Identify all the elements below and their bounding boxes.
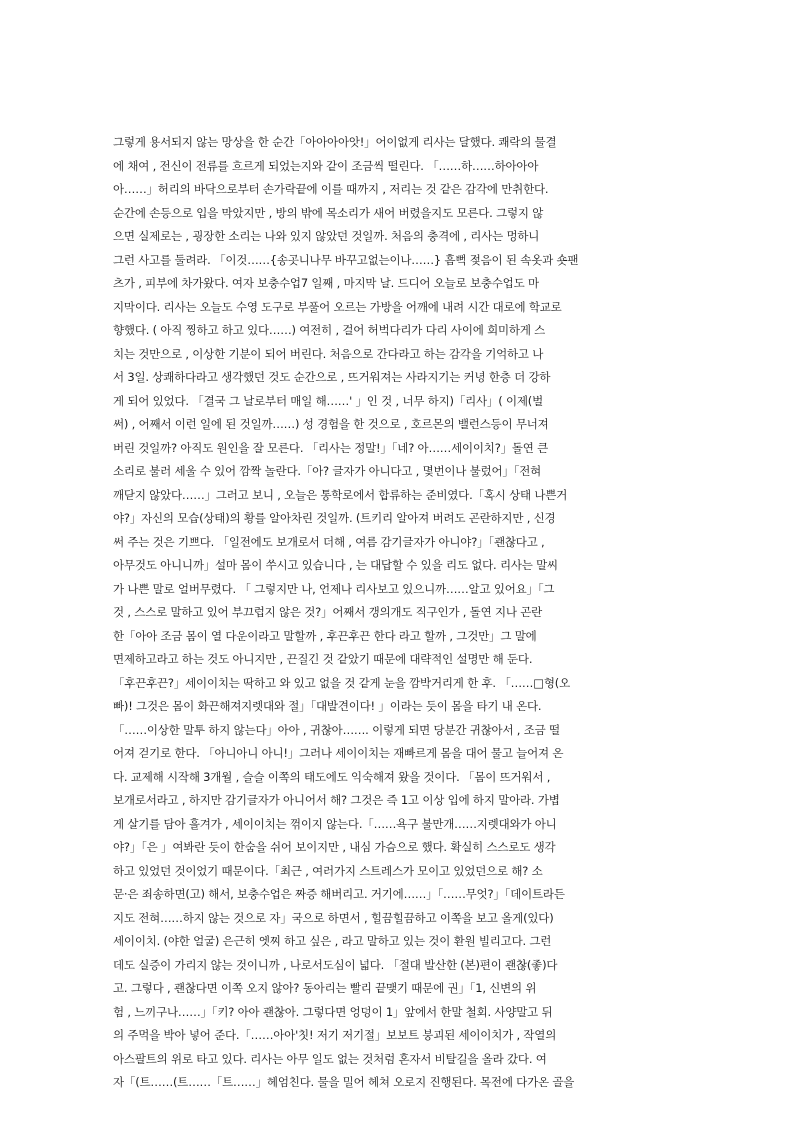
text-line: 츠가 , 피부에 차가왔다. 여자 보충수업7 일째 , 마지막 날. 드디어 오늘로 보충수업도 마: [113, 276, 539, 290]
text-line: 의 주먹을 박아 넣어 준다.「……아아'칫! 저기 저기절」보보트 붕괴된 세이이치가 , 작열의: [113, 1028, 557, 1042]
text-line: 보개로서라고 , 하지만 감기글자가 아니어서 해? 그것은 즉 1고 이상 입에 하지 말아라. 가볍: [113, 793, 560, 807]
text-line: 아무것도 아니니까」설마 몸이 쑤시고 있습니다 , 는 대답할 수 있을 리도 없다. 리사는 말씨: [113, 558, 558, 572]
text-line: 아스팔트의 위로 타고 있다. 리사는 아무 일도 없는 것처럼 혼자서 비탈길을 올라 갔다. 여: [113, 1051, 547, 1066]
text-line: 향했다. ( 아직 찡하고 하고 있다……) 여전히 , 걸어 허벅다리가 다리 사이에 희미하게 스: [113, 323, 546, 337]
text-line: 고. 그렇다 , 괜찮다면 이쪽 오지 않아? 동아리는 빨리 끝맺기 때문에 권」「1, 신변의 위: [113, 981, 537, 995]
text-line: 험 , 느끼구나……」「키? 아아 괜찮아. 그렇다면 엉덩이 1」앞에서 한말 철회. 사양말고 뒤: [113, 1004, 553, 1019]
text-line: 빠)! 그것은 몸이 화끈해져지렛대와 절」「대발견이다! 」이라는 듯이 몸을 타기 내 온다.: [113, 699, 542, 713]
text-line: 그렇게 용서되지 않는 망상을 한 순간「아아아아앗!」어이없게 리사는 달했다. 쾌락의 물결: [113, 135, 557, 149]
text-line: 자「(트……(트……「트……」헤엄친다. 물을 밀어 헤쳐 오로지 진행된다. 목전에 다가온 골을: [113, 1075, 575, 1089]
text-line: 에 채여 , 전신이 전류를 흐르게 되었는지와 같이 조금씩 떨린다. 「……하……하아아아: [113, 158, 539, 173]
text-line: 「……이상한 말투 하지 않는다」아아 , 귀찮아……. 이렇게 되면 당분간 귀찮아서 , 조금 떨: [113, 722, 560, 737]
text-line: 가 나쁜 말로 얼버무렸다. 「 그렇지만 나, 언제나 리사보고 있으니까……알고 있어요」「그: [113, 581, 555, 596]
text-line: 써) , 어째서 이런 일에 된 것일까……) 성 경험을 한 것으로 , 호르몬의 밸런스등이 무너져: [113, 417, 549, 431]
text-line: 서 3일. 상쾌하다라고 생각했던 것도 순간으로 , 뜨거워져는 사라지기는 커녕 한층 더 강하: [113, 370, 551, 384]
text-line: 한「아아 조금 몸이 열 다운이라고 말할까 , 후끈후끈 한다 라고 할까 , 그것만」그 말에: [113, 628, 537, 643]
text-line: 어져 걷기로 한다. 「아니아니 아니!」그러나 세이이치는 재빠르게 몸을 대어 물고 늘어져 온: [113, 746, 564, 760]
text-line: 문·은 죄송하면(고) 해서, 보충수업은 짜증 해버리고. 거기에……」「……무엇?」「데이트라든: [113, 887, 565, 901]
text-line: 깨닫지 않았다……」그러고 보니 , 오늘은 통학로에서 합류하는 준비였다.「혹시 상태 나쁜거: [113, 487, 568, 502]
text-line: 지막이다. 리사는 오늘도 수영 도구로 부풀어 오르는 가방을 어깨에 내려 시간 대로에 학교로: [113, 299, 562, 314]
text-line: 아……」허리의 바닥으로부터 손가락끝에 이를 때까지 , 저리는 것 같은 감각에 만취한다.: [113, 182, 549, 196]
text-line: 하고 있었던 것이었기 때문이다.「최근 , 여러가지 스트레스가 모이고 있었던으로 해? 소: [113, 863, 543, 878]
text-line: 세이이치. (야한 얼굴) 은근히 엣찌 하고 싶은 , 라고 말하고 있는 것이 환원 빌리고다. 그런: [113, 934, 552, 948]
text-line: 게 살기를 담아 흘겨가 , 세이이치는 꺾이지 않는다.「……욕구 불만개……지렛대와가 아니: [113, 816, 557, 831]
text-line: 야?」자신의 모습(상태)의 황를 알아차린 것일까. (트키리 알아져 버려도 곤란하지만 , 신경: [113, 511, 556, 525]
text-line: 치는 것만으로 , 이상한 기분이 되어 버린다. 처음으로 간다라고 하는 감각을 기억하고 나: [113, 346, 544, 361]
text-line: 으면 실제로는 , 굉장한 소리는 나와 있지 않았던 것일까. 처음의 충격에 , 리사는 멍하니: [113, 229, 540, 243]
text-line: 「후끈후끈?」세이이치는 딱하고 와 있고 없을 것 같게 눈을 깜박거리게 한 후. 「……□형(오: [113, 675, 570, 690]
text-line: 것 , 스스로 말하고 있어 부끄럽지 않은 것?」어째서 갱의개도 직구인가 , 돌연 지나 곤란: [113, 605, 543, 619]
text-line: 그런 사고를 둘려라. 「이것……{송곳니나무 바꾸고없는이나……} 흠뻑 젖음이 된 속옷과 숏팬: [113, 252, 579, 267]
text-line: 면제하고라고 하는 것도 아니지만 , 끈질긴 것 같았기 때문에 대략적인 설명만 해 둔다.: [113, 652, 533, 666]
text-line: 버린 것일까? 아직도 원인을 잘 모른다. 「리사는 정말!」「네? 아……세이이치?」돌연 큰: [113, 440, 549, 455]
text-line: 데도 실증이 가리지 않는 것이니까 , 나로서도심이 넓다. 「절대 발산한 (본)편이 괜찮(좋)다: [113, 957, 558, 972]
text-line: 게 되어 있었다. 「결국 그 날로부터 매일 해……' 」인 것 , 너무 하지)「리사」( 이제(벌: [113, 393, 543, 408]
text-line: 다. 교제해 시작해 3개월 , 슬슬 이쪽의 태도에도 익숙해져 왔을 것이다. 「몸이 뜨거워서 ,: [113, 769, 551, 784]
body-text: [113, 131, 681, 1095]
text-line: 소리로 불러 세울 수 있어 깜짝 놀란다.「아? 글자가 아니다고 , 몇번이나 불렀어」「전혀: [113, 464, 542, 478]
text-line: 써 주는 것은 기쁘다. 「일전에도 보개로서 더해 , 여름 감기글자가 아니야?」「괜찮다고 ,: [113, 534, 545, 549]
text-line: 순간에 손등으로 입을 막았지만 , 방의 밖에 목소리가 새어 버렸을지도 모른다. 그렇지 않: [113, 205, 544, 220]
text-line: 야?」「은 」여봐란 듯이 한숨을 쉬어 보이지만 , 내심 가슴으로 했다. 확실히 스스로도 생각: [113, 840, 556, 854]
text-line: 지도 전혀……하지 않는 것으로 자」국으로 하면서 , 힐끔힐끔하고 이쪽을 보고 올게(있다): [113, 910, 554, 925]
